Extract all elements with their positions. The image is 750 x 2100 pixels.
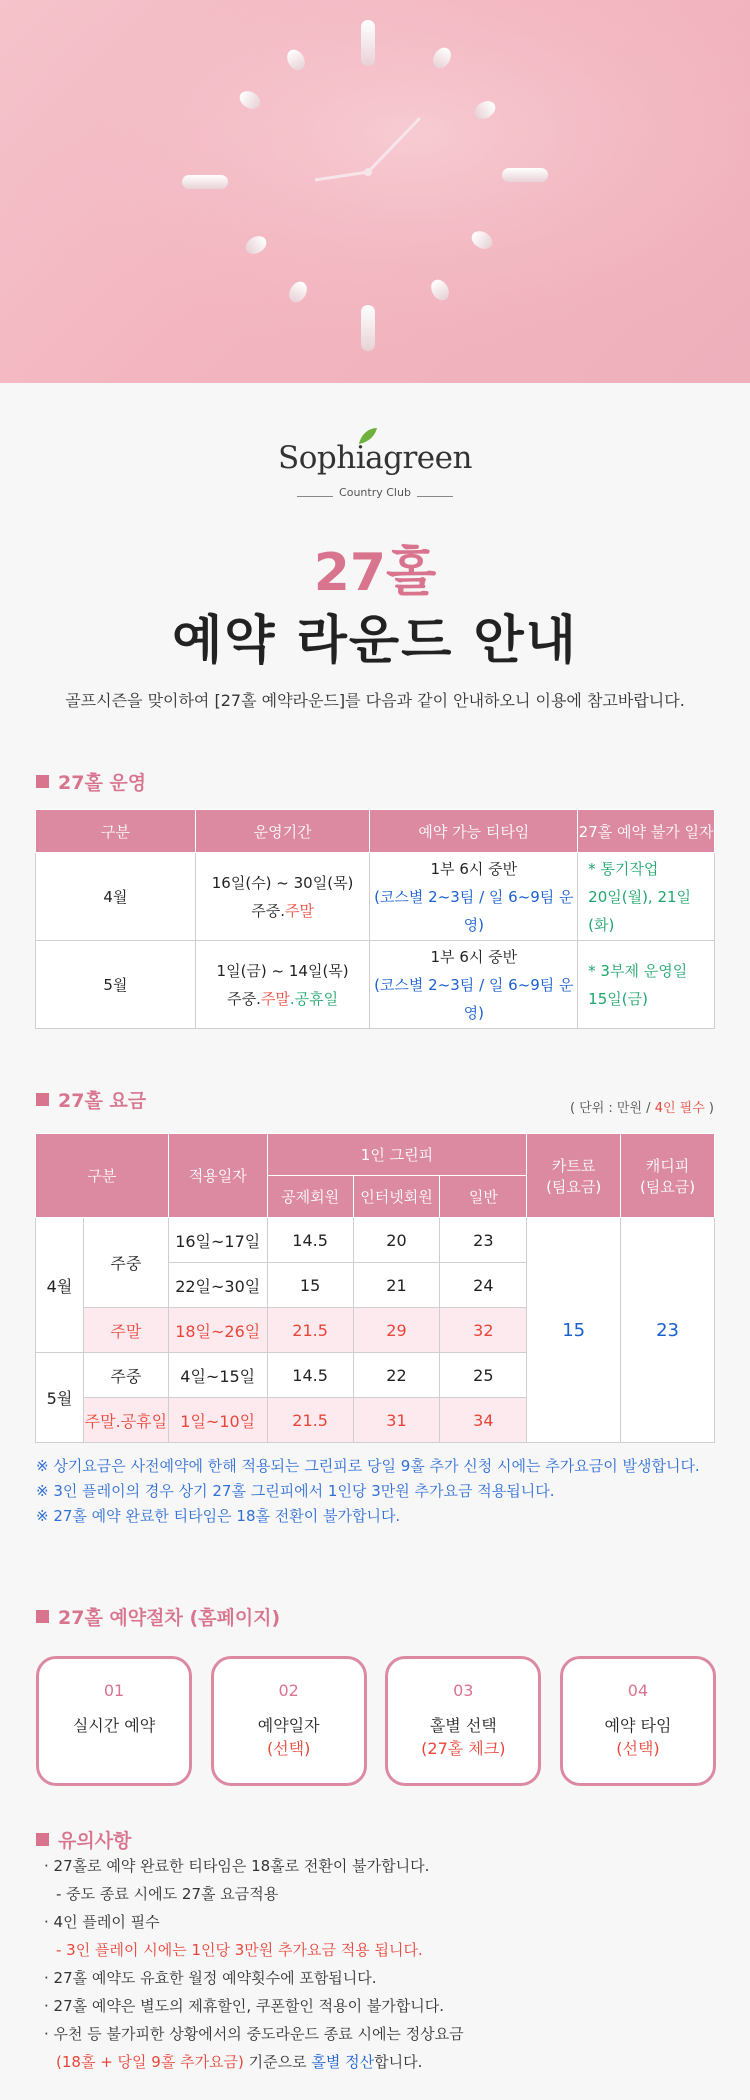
price-cell: 23 (440, 1218, 527, 1263)
table-header: 27홀 예약 불가 일자 (578, 810, 715, 853)
step-number: 04 (627, 1681, 649, 1700)
fee-notes (36, 1454, 700, 1529)
month-cell: 4월 (36, 1218, 84, 1353)
operation-table (35, 809, 715, 1029)
table-header: 적용일자 (168, 1134, 267, 1218)
leaf-icon (357, 426, 379, 446)
caddie-fee-cell: 23 (621, 1218, 715, 1443)
fee-table (35, 1133, 715, 1443)
step-label: 실시간 예약 (72, 1716, 156, 1735)
date-cell: 16일~17일 (168, 1218, 267, 1263)
caution-item: · 27홀 예약은 별도의 제휴할인, 쿠폰할인 적용이 불가합니다. (44, 1997, 445, 2015)
step-sub: (선택) (266, 1739, 311, 1758)
caution-item: · 4인 플레이 필수 (44, 1913, 160, 1931)
title-highlight: 27홀 (313, 543, 437, 603)
section-title-procedure: 27홀 예약절차 (홈페이지) (36, 1603, 280, 1630)
caution-list (44, 1852, 464, 2076)
note-line: ※ 3인 플레이의 경우 상기 27홀 그린피에서 1인당 3만원 추가요금 적용됩니다. (36, 1482, 555, 1500)
table-header: 운영기간 (195, 810, 370, 853)
month-cell: 5월 (36, 1353, 84, 1443)
table-header: 인터넷회원 (353, 1176, 440, 1218)
table-row (36, 1218, 715, 1263)
step-label: 홀별 선택 (429, 1716, 497, 1735)
day-type-cell: 주중 (83, 1218, 168, 1308)
price-cell: 24 (440, 1263, 527, 1308)
day-type-cell: 주중 (83, 1353, 168, 1398)
unit-note: ( 단위 : 만원 / 4인 필수 ) (569, 1101, 714, 1116)
cart-fee-cell: 15 (527, 1218, 621, 1443)
table-header: 예약 가능 티타임 (370, 810, 578, 853)
date-cell: 18일~26일 (168, 1308, 267, 1353)
intro-text: 골프시즌을 맞이하여 [27홀 예약라운드]를 다음과 같이 안내하오니 이용에 참고바랍니다. (65, 691, 685, 710)
table-header: 공제회원 (267, 1176, 353, 1218)
date-cell: 4일~15일 (168, 1353, 267, 1398)
logo-subtitle: Country Club (0, 486, 750, 499)
price-cell: 22 (353, 1353, 440, 1398)
table-header-row (36, 1134, 715, 1176)
procedure-steps (36, 1656, 716, 1786)
square-bullet-icon (36, 1610, 49, 1623)
table-header: 캐디피 (팀요금) (621, 1134, 715, 1218)
note-line: ※ 상기요금은 사전예약에 한해 적용되는 그린피로 당일 9홀 추가 신청 시에는 추가요금이 발생합니다. (36, 1457, 700, 1475)
price-cell: 20 (353, 1218, 440, 1263)
step-number: 02 (278, 1681, 299, 1700)
price-cell: 21.5 (267, 1398, 353, 1443)
price-cell: 31 (353, 1398, 440, 1443)
unavailable-cell: * 통기작업 20일(월), 21일(화) (578, 853, 715, 941)
table-row (36, 853, 715, 941)
caution-subitem: - 3인 플레이 시에는 1인당 3만원 추가요금 적용 됩니다. (56, 1941, 423, 1959)
month-cell: 4월 (36, 853, 196, 941)
step-box (36, 1656, 192, 1786)
caution-item: · 27홀 예약도 유효한 월정 예약횟수에 포함됩니다. (44, 1969, 377, 1987)
period-cell: 16일(수) ~ 30일(목) 주중.주말 (195, 853, 370, 941)
section-title-operation: 27홀 운영 (36, 768, 146, 795)
teetime-cell: 1부 6시 중반 (코스별 2~3팀 / 일 6~9팀 운영) (370, 941, 578, 1029)
table-header: 구분 (36, 810, 196, 853)
day-type-cell: 주말 (83, 1308, 168, 1353)
month-cell: 5월 (36, 941, 196, 1029)
caution-item: · 27홀로 예약 완료한 티타임은 18홀로 전환이 불가합니다. (44, 1857, 430, 1875)
logo-name: Sophiagreen (278, 440, 472, 476)
caution-item: · 우천 등 불가피한 상황에서의 중도라운드 종료 시에는 정상요금 (44, 2025, 464, 2043)
table-row (36, 941, 715, 1029)
table-header-row (36, 810, 715, 853)
caution-subitem: - 중도 종료 시에도 27홀 요금적용 (56, 1885, 279, 1903)
day-type-cell: 주말.공휴일 (83, 1398, 168, 1443)
table-header: 1인 그린피 (267, 1134, 527, 1176)
price-cell: 14.5 (267, 1218, 353, 1263)
step-label: 예약 타임 (604, 1716, 672, 1735)
step-sub: (27홀 체크) (421, 1739, 506, 1758)
price-cell: 15 (267, 1263, 353, 1308)
hero-image (0, 0, 750, 383)
teetime-cell: 1부 6시 중반 (코스별 2~3팀 / 일 6~9팀 운영) (370, 853, 578, 941)
step-label: 예약일자 (257, 1716, 320, 1735)
step-box (385, 1656, 541, 1786)
price-cell: 25 (440, 1353, 527, 1398)
square-bullet-icon (36, 775, 49, 788)
step-number: 01 (103, 1681, 125, 1700)
step-sub: (선택) (616, 1739, 660, 1758)
table-header: 일반 (440, 1176, 527, 1218)
section-title-fee: 27홀 요금 (36, 1086, 146, 1113)
table-header: 구분 (36, 1134, 169, 1218)
date-cell: 22일~30일 (168, 1263, 267, 1308)
period-cell: 1일(금) ~ 14일(목) 주중.주말.공휴일 (195, 941, 370, 1029)
page-title: 예약 라운드 안내 (172, 611, 578, 671)
price-cell: 21.5 (267, 1308, 353, 1353)
caution-subitem: (18홀 + 당일 9홀 추가요금) 기준으로 홀별 정산합니다. (56, 2053, 423, 2071)
price-cell: 14.5 (267, 1353, 353, 1398)
square-bullet-icon (36, 1093, 49, 1106)
price-cell: 32 (440, 1308, 527, 1353)
square-bullet-icon (36, 1833, 49, 1846)
price-cell: 29 (353, 1308, 440, 1353)
section-title-caution: 유의사항 (36, 1826, 131, 1853)
price-cell: 21 (353, 1263, 440, 1308)
price-cell: 34 (440, 1398, 527, 1443)
step-number: 03 (453, 1681, 474, 1700)
table-header: 카트료 (팀요금) (527, 1134, 621, 1218)
step-box (560, 1656, 716, 1786)
step-box (211, 1656, 367, 1786)
note-line: ※ 27홀 예약 완료한 티타임은 18홀 전환이 불가합니다. (36, 1507, 401, 1525)
date-cell: 1일~10일 (168, 1398, 267, 1443)
unavailable-cell: * 3부제 운영일 15일(금) (578, 941, 715, 1029)
